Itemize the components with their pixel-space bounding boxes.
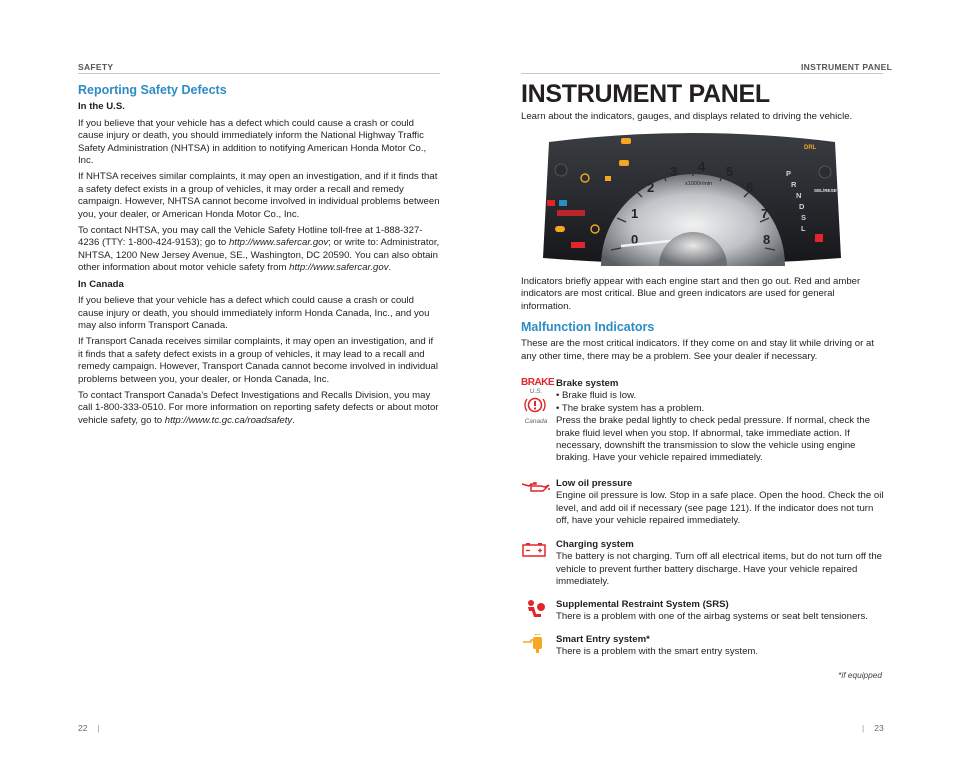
- oil-can-icon: [521, 480, 551, 494]
- battery-icon-wrap: [521, 539, 551, 561]
- section-header-instrument-panel: INSTRUMENT PANEL: [801, 62, 893, 72]
- us-paragraph-3-part-b: ; or write to: Administrator, NHTSA, 1200 New Jersey Avenue, SE., Washington, DC 20590. You can also obtain other information about motor vehicle safety from: [78, 237, 440, 274]
- srs-text: [556, 599, 886, 624]
- rpm-6: 6: [746, 180, 754, 195]
- airbag-icon-wrap: [521, 599, 551, 623]
- intro-text: Learn about the indicators, gauges, and displays related to driving the vehicle.: [521, 111, 853, 122]
- gear-p: P: [786, 169, 792, 178]
- page-number-right-value: 23: [874, 723, 884, 733]
- page-number-right: | 23: [862, 723, 884, 733]
- gear-r: R: [791, 180, 797, 189]
- brake-icon-us-label: U.S.: [529, 388, 543, 395]
- brake-text: [556, 378, 886, 465]
- brake-line-2: • The brake system has a problem.: [556, 402, 705, 414]
- instrument-cluster-image: [539, 130, 845, 266]
- airbag-icon: [524, 599, 546, 619]
- battery-icon: [521, 541, 547, 557]
- smart-entry-title: Smart Entry system*: [556, 634, 650, 645]
- rpm-unit: x1000r/min: [685, 181, 713, 187]
- us-paragraph-3-part-c: .: [388, 262, 392, 274]
- oil-icon-wrap: [521, 478, 551, 498]
- brake-circle-icon: [524, 396, 546, 414]
- blue-lamp: [559, 200, 567, 206]
- canada-paragraph-1: If you believe that your vehicle has a defect which could cause a crash or could cause injury or death, you should immediately inform Honda Canada, Inc., and you may also inform Transport Canada.: [78, 295, 430, 331]
- malfunction-section: [521, 321, 883, 367]
- rpm-2: 2: [647, 180, 655, 195]
- smart-entry-description: There is a problem with the smart entry system.: [556, 646, 759, 658]
- srs-description: There is a problem with one of the airbag systems or seat belt tensioners.: [556, 611, 868, 623]
- rpm-0: 0: [631, 232, 639, 247]
- instrument-panel-title: INSTRUMENT PANEL: [521, 80, 770, 108]
- rpm-5: 5: [726, 164, 734, 179]
- header-divider-left: [78, 73, 440, 74]
- red-lamp-right: [815, 234, 823, 242]
- low-oil-title: Low oil pressure: [556, 478, 633, 489]
- srs-title: Supplemental Restraint System (SRS): [556, 599, 729, 610]
- malfunction-indicators-title: Malfunction Indicators: [521, 320, 655, 334]
- reporting-defects-title: Reporting Safety Defects: [78, 83, 227, 97]
- left-knob: [555, 164, 567, 176]
- rpm-7: 7: [761, 206, 769, 221]
- drl-indicator: DRL: [804, 145, 817, 151]
- charging-description: The battery is not charging. Turn off all electrical items, but do not turn off the vehicle to prevent further battery discharge. Have your vehicle repaired immediately.: [556, 551, 883, 588]
- canada-paragraph-3: [78, 390, 440, 427]
- canada-heading: In Canada: [78, 278, 124, 290]
- key-icon-wrap: [521, 634, 551, 658]
- rpm-4: 4: [698, 159, 706, 174]
- red-lamp-1: [547, 200, 555, 206]
- page-number-left-value: 22: [78, 723, 88, 733]
- brake-icon-group: [521, 377, 555, 426]
- amber-lamp-4: [605, 176, 611, 181]
- gear-s: S: [801, 213, 807, 222]
- rpm-8: 8: [763, 232, 771, 247]
- charging-text: [556, 539, 886, 589]
- section-header-safety: SAFETY: [78, 62, 114, 72]
- amber-lamp-2: [619, 160, 629, 166]
- amber-lamp-5: [555, 226, 565, 232]
- sel-reset-knob: [819, 166, 831, 178]
- gear-d: D: [799, 202, 805, 211]
- safercar-link-1[interactable]: http://www.safercar.gov: [228, 237, 329, 249]
- key-icon: [521, 634, 547, 654]
- us-paragraph-2: If NHTSA receives similar complaints, it may open an investigation, and if it finds that a safety defect exists in a group of vehicles, it may order a recall and remedy campaign. However, NHTSA cannot become involved in individual problems between you, your dealer, or American Honda Motor Co., Inc.: [78, 171, 440, 220]
- canada-paragraph-3-part-a: To contact Transport Canada’s Defect Investigations and Recalls Division, you may call 1-800-333-0510. For more information on reporting safety defects or about motor vehicle safety, go to: [78, 389, 439, 426]
- page-number-left: 22 |: [78, 723, 100, 733]
- smart-entry-text: [556, 634, 886, 659]
- if-equipped-footnote: *if equipped: [838, 670, 882, 680]
- red-lamp-row: [557, 210, 585, 216]
- malfunction-intro: These are the most critical indicators. If they come on and stay lit while driving or at any other time, there may be a problem. See your dealer if necessary.: [521, 338, 874, 362]
- us-paragraph-3-part-a: To contact NHTSA, you may call the Vehicle Safety Hotline toll-free at 1-888-327-4236 (TTY: 1-800-424-9153); go to: [78, 225, 423, 249]
- rpm-3: 3: [670, 164, 678, 179]
- sel-reset-label: SEL/RESET: [814, 188, 840, 193]
- brake-line-1: • Brake fluid is low.: [556, 390, 637, 402]
- amber-lamp-top: [621, 138, 631, 144]
- low-oil-description: Engine oil pressure is low. Stop in a safe place. Open the hood. Check the oil level, and add oil if necessary (see page 121). If the indicator does not turn off, have your vehicle repaired immediately.: [556, 490, 884, 527]
- us-paragraph-1: If you believe that your vehicle has a defect which could cause a crash or could cause injury or death, you should immediately inform the National Highway Traffic Safety Administration (NHTSA) in addition to notifying American Honda Motor Co., Inc.: [78, 117, 427, 167]
- indicators-info-text: Indicators briefly appear with each engine start and then go out. Red and amber indicators are most critical. Blue and green indicators are used for general information.: [521, 276, 861, 312]
- brake-icon: BRAKE: [521, 377, 555, 388]
- charging-title: Charging system: [556, 539, 634, 550]
- rpm-1: 1: [631, 206, 639, 221]
- us-heading: In the U.S.: [78, 101, 125, 113]
- red-lamp-2: [571, 242, 585, 248]
- canada-paragraph-3-part-b: .: [292, 414, 295, 426]
- brake-icon-canada-label: Canada: [524, 418, 548, 426]
- low-oil-text: [556, 478, 886, 528]
- brake-line-3: Press the brake pedal lightly to check pedal pressure. If normal, check the brake fluid level when you stop. If abnormal, take immediate action. If necessary, downshift the transmission to slow the vehicle using engine braking. Have your vehicle repaired immediately.: [556, 415, 871, 464]
- us-paragraph-3: [78, 225, 440, 275]
- safercar-link-2[interactable]: http://www.safercar.gov: [289, 262, 389, 274]
- brake-title: Brake system: [556, 378, 619, 389]
- tc-roadsafety-link[interactable]: http://www.tc.gc.ca/roadsafety: [164, 414, 293, 426]
- gear-l: L: [801, 224, 806, 233]
- instrument-cluster-svg: [539, 130, 845, 266]
- left-column: [78, 84, 440, 431]
- canada-paragraph-2: If Transport Canada receives similar complaints, it may open an investigation, and if it finds that a safety defect exists in a group of vehicles, it may lead to a recall and remedy campaign. However, Transport Canada cannot become involved in individual problems between you, your dealer, or Honda Canada, Inc.: [78, 336, 438, 385]
- gear-n: N: [796, 191, 802, 200]
- header-divider-right: [521, 73, 883, 74]
